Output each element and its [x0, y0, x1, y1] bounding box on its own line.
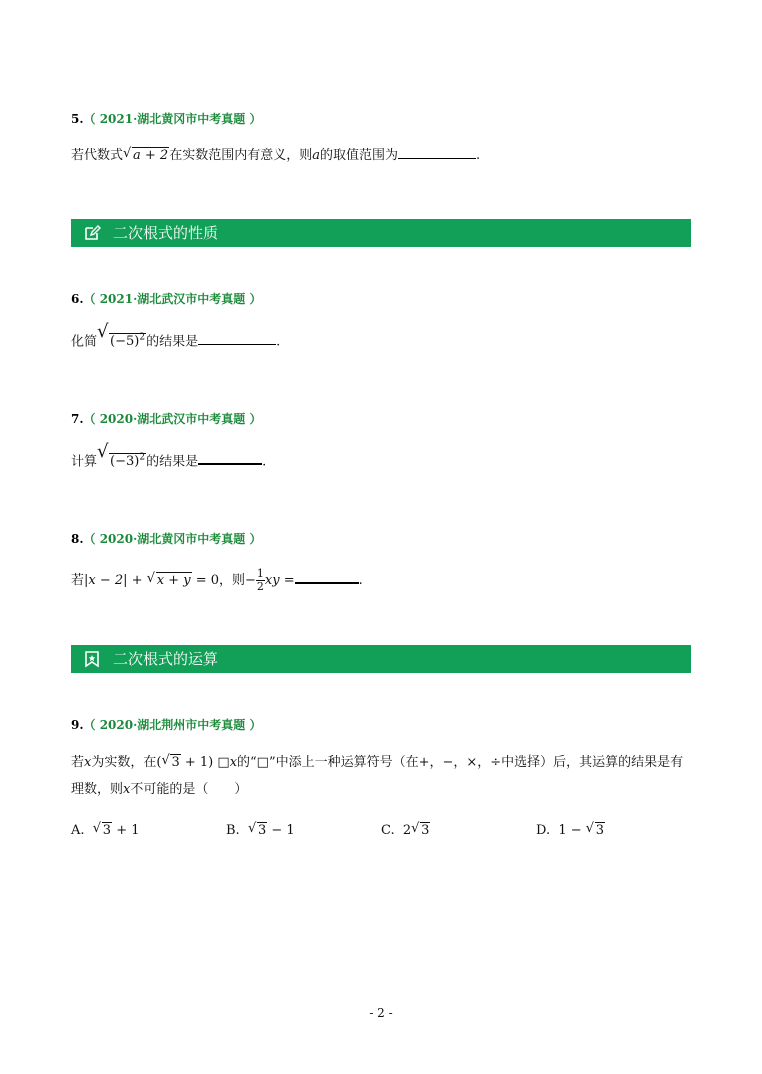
- question-source: （ 2020·湖北黄冈市中考真题 ）: [83, 532, 262, 546]
- sqrt-expression: √ x + y: [146, 571, 191, 588]
- option-b[interactable]: B. √ 3 − 1: [226, 821, 295, 841]
- answer-blank[interactable]: [295, 570, 359, 584]
- question-7-text: 计算 √ $(-3)^2$的结果是 .: [71, 448, 266, 472]
- question-5-header: [71, 110, 261, 127]
- fraction: $\frac{1}{2}$: [256, 567, 264, 593]
- answer-blank[interactable]: [398, 146, 476, 159]
- question-source: （ 2020·湖北荆州市中考真题 ）: [83, 718, 262, 732]
- question-7-header: [71, 410, 261, 427]
- question-number: 7.: [71, 412, 84, 426]
- sqrt-expression: √ 3: [411, 821, 430, 838]
- question-number: 6.: [71, 292, 84, 306]
- question-9-line-1: 若x为实数，在( √ 3 + 1) □x的“□”中添上一种运算符号（在+，−，×，÷中选择）后，其运算的结果是有: [71, 753, 683, 773]
- question-number: 5.: [71, 112, 84, 126]
- answer-blank[interactable]: [198, 451, 262, 465]
- answer-blank[interactable]: [198, 332, 276, 345]
- question-source: （ 2021·湖北武汉市中考真题 ）: [83, 292, 262, 306]
- sqrt-expression: √ a + 2: [123, 146, 169, 163]
- section-title: 二次根式的运算: [113, 650, 219, 668]
- sqrt-expression: √ 3: [92, 821, 112, 838]
- sqrt-expression: √ 3: [247, 821, 267, 838]
- bookmark-star-icon: [83, 650, 101, 668]
- section-title: 二次根式的性质: [113, 224, 219, 242]
- question-9-header: [71, 716, 261, 733]
- question-number: 8.: [71, 532, 84, 546]
- sqrt-expression: √ $(-5)^2$: [97, 321, 146, 350]
- question-6-header: [71, 290, 261, 307]
- section-banner-properties: [71, 219, 691, 247]
- option-d[interactable]: D. 1 − √ 3: [536, 821, 605, 841]
- question-6-text: 化简 √ $(-5)^2$的结果是 .: [71, 328, 280, 352]
- question-source: （ 2021·湖北黄冈市中考真题 ）: [83, 112, 262, 126]
- question-source: （ 2020·湖北武汉市中考真题 ）: [83, 412, 262, 426]
- option-c[interactable]: C. 2 √ 3: [381, 821, 430, 841]
- page-number: - 2 -: [369, 1006, 393, 1020]
- sqrt-expression: √ 3: [161, 753, 180, 770]
- question-5-text: 若代数式 √ a + 2在实数范围内有意义，则a的取值范围为 .: [71, 146, 480, 166]
- section-banner-operations: [71, 645, 691, 673]
- edit-icon: [83, 224, 101, 242]
- question-number: 9.: [71, 718, 84, 732]
- question-9-line-2: 理数，则x不可能的是（ ）: [71, 782, 248, 797]
- sqrt-expression: √ 3: [585, 821, 605, 838]
- question-8-header: [71, 530, 261, 547]
- question-8-text: 若|x − 2| + √ x + y = 0，则− $\frac{1}{2}$ xy = .: [71, 567, 363, 593]
- option-a[interactable]: A. √ 3 + 1: [71, 821, 140, 841]
- sqrt-expression: √ $(-3)^2$: [97, 441, 146, 470]
